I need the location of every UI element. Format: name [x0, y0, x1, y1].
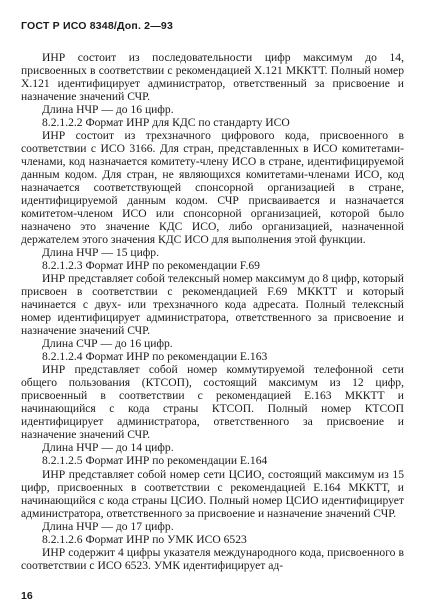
paragraph-f69: ИНР представляет собой телексный номер максимум до 8 цифр, который присвоен в соответствии с рекомендацией F.69 МККТТ и который начинается с двух- или трехзначного кода адресата. Полный телексный номер идентифицирует администратора, ответственного за присвоение и назначение значений СЧР.	[21, 272, 404, 338]
paragraph-iso-6523: ИНР содержит 4 цифры указателя международного кода, присвоенного в соответствии с ИСО 6523. УМК идентифицирует ад-	[21, 545, 404, 572]
section-heading-8-2-1-2-4: 8.2.1.2.4 Формат ИНР по рекомендации E.163	[42, 350, 268, 364]
line-length-16-b: Длина СЧР — до 16 цифр.	[42, 337, 173, 351]
paragraph-e163: ИНР представляет собой номер коммутируемой телефонной сети общего пользования (КТСОП), состоящий максимум из 12 цифр, присвоенный в соответствии с рекомендацией E.163 МККТТ и начинающийся с кода страны КТСОП. Полный номер КТСОП идентифицирует администратора, ответственного за присвоение и назначение значений СЧР.	[21, 363, 404, 442]
page-header: ГОСТ Р ИСО 8348/Доп. 2—93	[21, 20, 173, 32]
line-length-17: Длина НЧР — до 17 цифр.	[42, 519, 174, 533]
section-heading-8-2-1-2-6: 8.2.1.2.6 Формат ИНР по УМК ИСО 6523	[42, 532, 247, 546]
document-body	[21, 51, 404, 572]
section-heading-8-2-1-2-5: 8.2.1.2.5 Формат ИНР по рекомендации E.164	[42, 454, 268, 468]
section-heading-8-2-1-2-2: 8.2.1.2.2 Формат ИНР для КДС по стандарту ИСО	[42, 116, 290, 130]
section-heading-8-2-1-2-3: 8.2.1.2.3 Формат ИНР по рекомендации F.69	[42, 259, 260, 273]
paragraph-e164: ИНР представляет собой номер сети ЦСИО, состоящий максимум из 15 цифр, присвоенных в соответствии с рекомендацией E.164 МККТТ, и начинающийся с кода страны ЦСИО. Полный номер ЦСИО идентифицирует администратора, ответственного за присвоение и назначение значений СЧР.	[21, 467, 404, 520]
paragraph-x121: ИНР состоит из последовательности цифр максимум до 14, присвоенных в соответствии с рекомендацией X.121 МККТТ. Полный номер X.121 идентифицирует администратор, ответственный за присвоение и назначение значений СЧР.	[21, 51, 404, 104]
line-length-15: Длина НЧР — 15 цифр.	[42, 246, 160, 260]
line-length-14: Длина НЧР — до 14 цифр.	[42, 441, 174, 455]
paragraph-iso-3166: ИНР состоит из трехзначного цифрового кода, присвоенного в соответствии с ИСО 3166. Для стран, представленных в ИСО комитетами-членами, код назначается комитету-члену ИСО в стране, идентифицируемой данным кодом. Для стран, не являющихся комитетами-членами ИСО, код назначается соответствующей спонсорной организацией в стране, идентифицируемой данным кодом. СЧР присваивается и назначается комитетом-членом ИСО или спонсорной организацией, которой было назначено это значение КДС ИСО, либо организацией, назначенной держателем этого значения КДС ИСО для выполнения этой функции.	[21, 129, 404, 247]
line-length-16: Длина НЧР — до 16 цифр.	[42, 103, 174, 117]
page-number: 16	[21, 590, 33, 602]
